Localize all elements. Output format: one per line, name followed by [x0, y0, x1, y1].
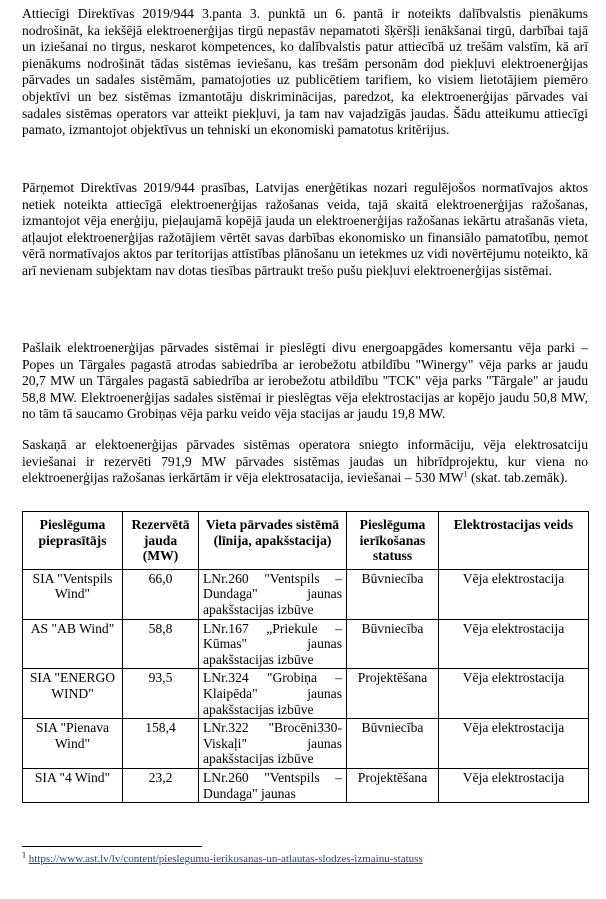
footnote: [22, 852, 423, 866]
cell-type: Vēja elektrostacija: [439, 768, 589, 802]
connection-requests-table: [22, 511, 589, 803]
cell-location: LNr.260 "Ventspils – Dundaga" jaunas apakšstacijas izbūve: [199, 569, 347, 619]
cell-capacity: 23,2: [123, 768, 199, 802]
cell-type: Vēja elektrostacija: [439, 719, 589, 769]
table-row: [23, 619, 589, 669]
cell-applicant: SIA "ENERGO WIND": [23, 669, 123, 719]
footnote-separator: [22, 846, 202, 847]
header-status: Pieslēguma ierīkošanas statuss: [347, 512, 439, 570]
cell-status: Būvniecība: [347, 619, 439, 669]
table-row: [23, 569, 589, 619]
cell-applicant: AS "AB Wind": [23, 619, 123, 669]
table-header-row: [23, 512, 589, 570]
cell-location: LNr.167 „Priekule – Kūmas" jaunas apakšstacijas izbūve: [199, 619, 347, 669]
cell-status: Būvniecība: [347, 719, 439, 769]
cell-type: Vēja elektrostacija: [439, 569, 589, 619]
cell-location: LNr.324 "Grobiņa – Klaipēda" jaunas apakšstacijas izbūve: [199, 669, 347, 719]
paragraph-directive-obligations: Attiecīgi Direktīvas 2019/944 3.panta 3. punktā un 6. pantā ir noteikts dalībvalstis pienākums nodrošināt, ka iekšējā elektroenerģijas tirgū nepastāv nepamatoti šķēršļi ienākšanai tirgū, darbībai tajā un iziešanai no tirgus, neskarot kompetences, ko dalībvalstis patur attiecībā uz trešām valstīm, kā arī pienākums nodrošināt tādas sistēmas ieviešanu, kas trešām personām dod piekļuvi elektroenerģijas pārvades un sadales sistēmām, pamatojoties uz publicētiem tarifiem, ko visiem lietotājiem piemēro objektīvi un bez sistēmas izmantotāju diskriminācijas, paredzot, ka elektroenerģijas pārvades vai sadales sistēmas operators var atteikt piekļuvi, ja tam nav vajadzīgās jaudas. Šādu atteikumu attiecīgi pamato, izmantojot objektīvus un tehniski un ekonomiski pamatotus kritērijus.: [22, 6, 588, 138]
paragraph-reserved-capacity-text: Saskaņā ar elektoenerģijas pārvades sistēmas operatora sniegto informāciju, vēja elektrosatciju ieviešanai ir rezervēti 791,9 MW pārvades sistēmas jaudas un hibrīdprojektu, kur viena no elektroenerģijas ražošanas ierkārtām ir vēja elektrosatacija, ieviešanai – 530 MW: [22, 437, 588, 486]
footnote-number: 1: [22, 850, 26, 860]
cell-applicant: SIA "4 Wind": [23, 768, 123, 802]
cell-capacity: 93,5: [123, 669, 199, 719]
cell-status: Projektēšana: [347, 669, 439, 719]
header-applicant: Pieslēguma pieprasītājs: [23, 512, 123, 570]
paragraph-current-wind-parks: Pašlaik elektroenerģijas pārvades sistēmai ir pieslēgti divu energoapgādes komersantu vēja parki – Popes un Tārgales pagastā atrodas sabiedrība ar ierobežotu atbildību "Winergy" vēja parks ar jaudu 20,7 MW un Tārgales pagastā sabiedrība ar ierobežotu atbildību "TCK" vēja parks "Tārgale" ar jaudu 58,8 MW. Elektroenerģijas sadales sistēmai ir pieslēgtas vēja elektrostacijas ar kopējo jaudu 50,8 MW, no tām tā saucamo Grobiņas vēja parku veido vēja stacijas ar jaudu 19,8 MW.: [22, 340, 588, 422]
cell-applicant: SIA "Pienava Wind": [23, 719, 123, 769]
cell-type: Vēja elektrostacija: [439, 669, 589, 719]
table-row: [23, 719, 589, 769]
paragraph-latvian-regulation: Pārņemot Direktīvas 2019/944 prasības, Latvijas enerģētikas nozari regulējošos normatīvajos aktos netiek noteikta attiecīgā elektroenerģijas ražošanas veida, tajā skaitā elektroenerģijas ražošanas, izmantojot vēja enerģiju, pieļaujamā kopējā jauda un elektroenerģijas ražošanas iekārtu atrašanās vieta, atļaujot elektroenerģijas ražotājiem vērtēt savas darbības ekonomisko un finansiālo pamatotību, ņemot vērā normatīvajos aktos par teritorijas attīstības plānošanu un ietekmes uz vidi novērtējumu noteikto, kā arī nevienam subjektam nav dotas tiesības pārtraukt trešo pušu piekļuvi elektroenerģijas sistēmai.: [22, 180, 588, 278]
header-type: Elektrostacijas veids: [439, 512, 589, 570]
footnote-link[interactable]: https://www.ast.lv/lv/content/pieslegumu-ierikosanas-un-atlautas-slodzes-izmainu-statuss: [28, 853, 423, 865]
cell-location: LNr.260 "Ventspils – Dundaga" jaunas: [199, 768, 347, 802]
cell-location: LNr.322 "Brocēni330-Viskaļi" jaunas apakšstacijas izbūve: [199, 719, 347, 769]
cell-status: Būvniecība: [347, 569, 439, 619]
cell-type: Vēja elektrostacija: [439, 619, 589, 669]
cell-capacity: 58,8: [123, 619, 199, 669]
table-row: [23, 768, 589, 802]
header-location: Vieta pārvades sistēmā (līnija, apakšstacija): [199, 512, 347, 570]
cell-status: Projektēšana: [347, 768, 439, 802]
footnote-reference[interactable]: 1: [463, 469, 468, 479]
paragraph-reserved-capacity: [22, 437, 588, 487]
cell-capacity: 66,0: [123, 569, 199, 619]
paragraph-reserved-capacity-tail: (skat. tab.zemāk).: [467, 470, 568, 486]
cell-capacity: 158,4: [123, 719, 199, 769]
cell-applicant: SIA "Ventspils Wind": [23, 569, 123, 619]
header-capacity: Rezervētā jauda (MW): [123, 512, 199, 570]
table-row: [23, 669, 589, 719]
